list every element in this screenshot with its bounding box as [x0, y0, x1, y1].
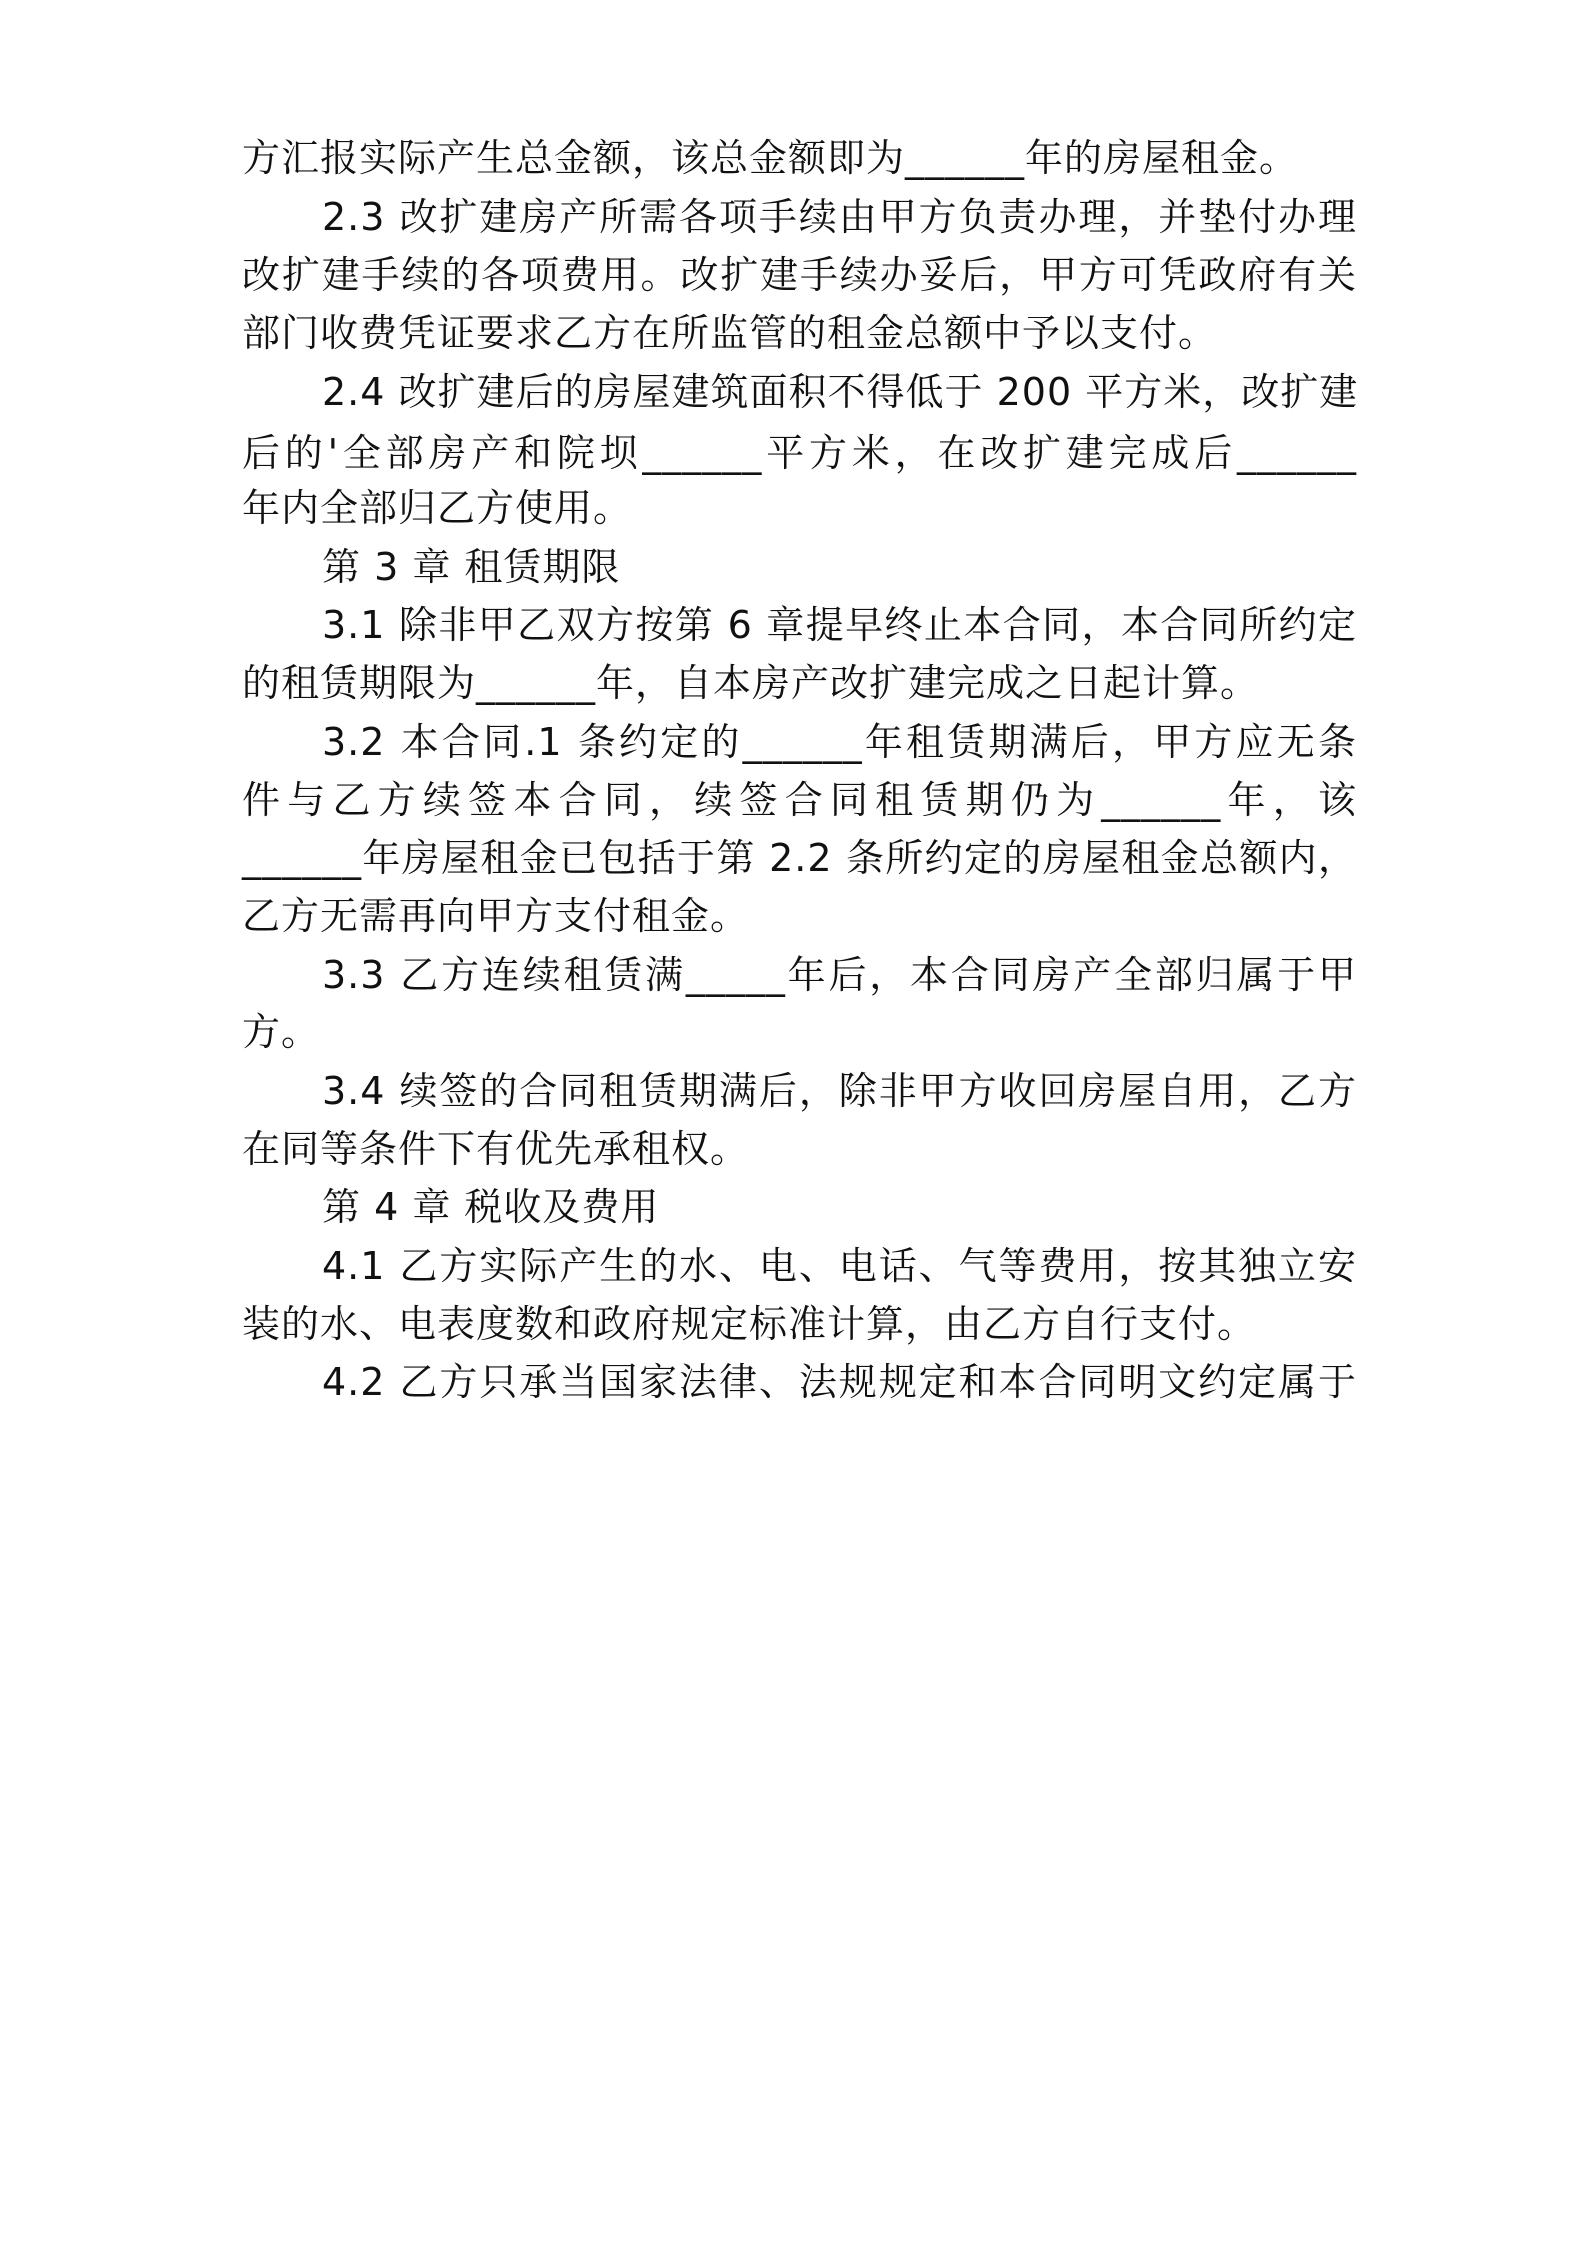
text-line: 3.1 除非甲乙双方按第 6 章提早终止本合同，本合同所约定 — [322, 603, 1357, 647]
text-line: 2.4 改扩建后的房屋建筑面积不得低于 200 平方米，改扩建 — [322, 370, 1359, 414]
text-line: 方汇报实际产生总金额，该总金额即为______年的房屋租金。 — [242, 136, 1299, 180]
text-line: 3.3 乙方连续租赁满_____年后，本合同房产全部归属于甲 — [322, 953, 1357, 997]
chapter-heading: 第 4 章 税收及费用 — [322, 1185, 660, 1229]
text-line: 件与乙方续签本合同，续签合同租赁期仍为______年，该 — [242, 778, 1357, 822]
text-line: 3.4 续签的合同租赁期满后，除非甲方收回房屋自用，乙方 — [322, 1069, 1357, 1113]
text-line: 装的水、电表度数和政府规定标准计算，由乙方自行支付。 — [242, 1302, 1257, 1346]
text-line: 2.3 改扩建房产所需各项手续由甲方负责办理，并垫付办理 — [322, 195, 1357, 239]
text-line: 后的'全部房产和院坝______平方米，在改扩建完成后______ — [242, 431, 1357, 475]
text-line: 年内全部归乙方使用。 — [242, 486, 633, 530]
text-line: 4.1 乙方实际产生的水、电、电话、气等费用，按其独立安 — [322, 1244, 1357, 1288]
text-line: 的租赁期限为______年，自本房产改扩建完成之日起计算。 — [242, 661, 1260, 705]
text-line: 3.2 本合同.1 条约定的______年租赁期满后，甲方应无条 — [322, 720, 1357, 764]
text-line: 在同等条件下有优先承租权。 — [242, 1127, 750, 1171]
text-line: ______年房屋租金已包括于第 2.2 条所约定的房屋租金总额内， — [242, 836, 1357, 880]
text-line: 4.2 乙方只承当国家法律、法规规定和本合同明文约定属于 — [322, 1360, 1357, 1404]
text-line: 改扩建手续的各项费用。改扩建手续办妥后，甲方可凭政府有关 — [242, 253, 1357, 297]
chapter-heading: 第 3 章 租赁期限 — [322, 545, 621, 589]
text-line: 方。 — [242, 1010, 321, 1054]
text-line: 部门收费凭证要求乙方在所监管的租金总额中予以支付。 — [242, 311, 1218, 355]
text-line: 乙方无需再向甲方支付租金。 — [242, 894, 750, 938]
